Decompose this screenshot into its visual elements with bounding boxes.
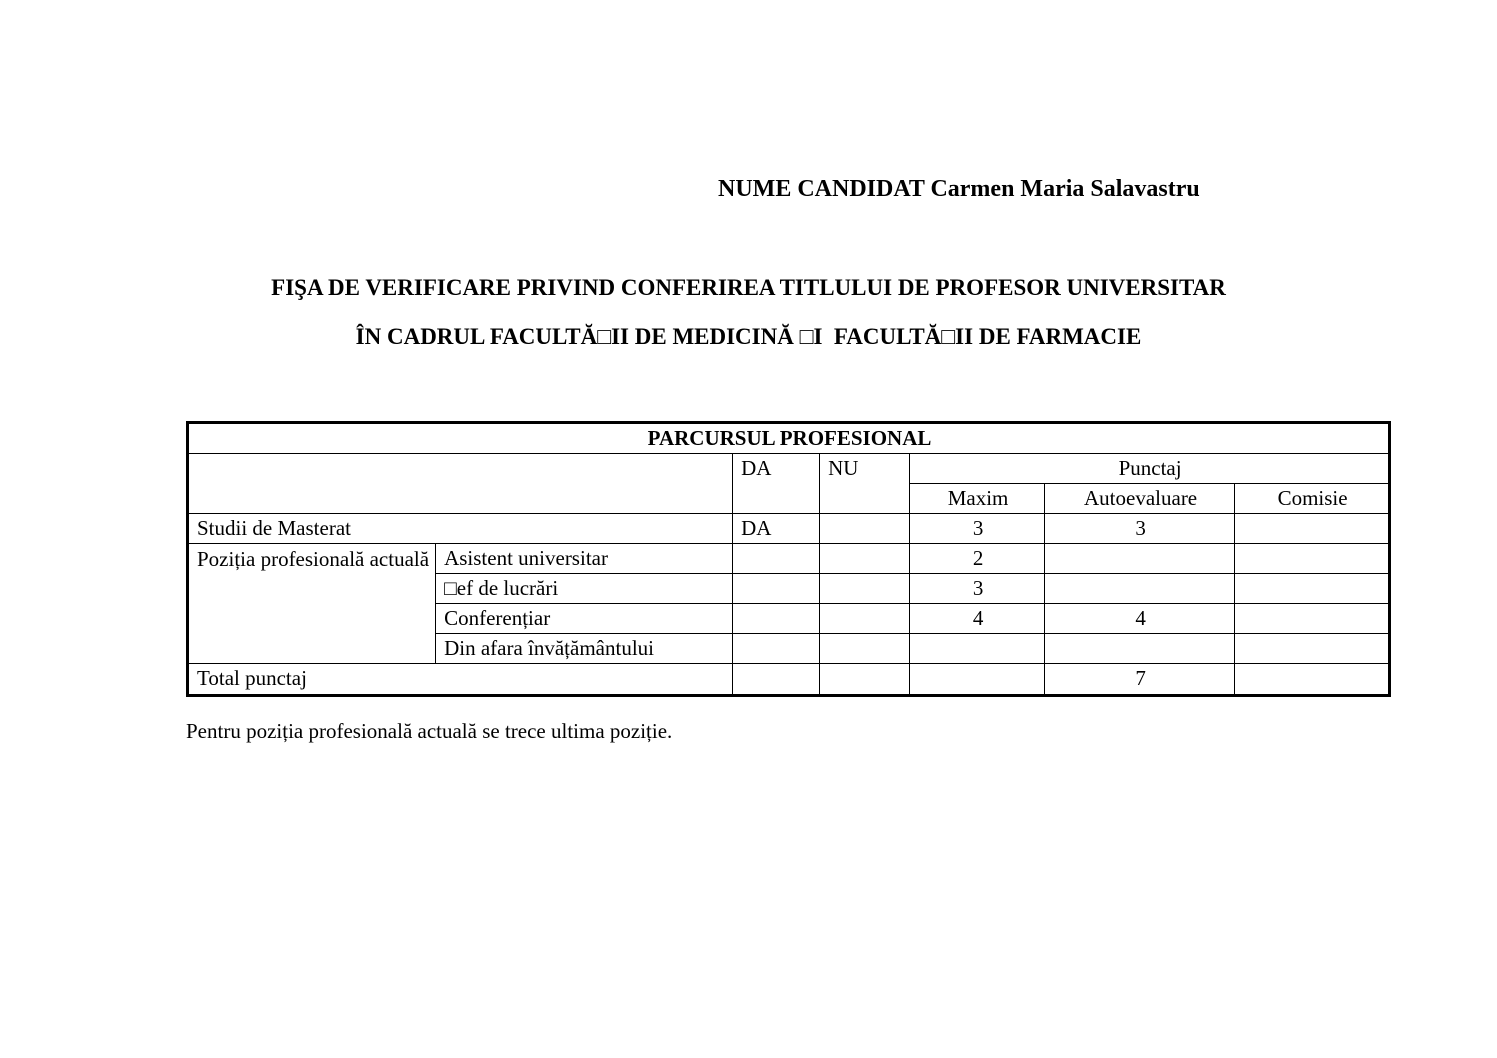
cell-asistent-autoevaluare <box>1045 544 1235 574</box>
candidate-name-line: NUME CANDIDAT Carmen Maria Salavastru <box>718 176 1200 202</box>
cell-din-afara-comisie <box>1235 634 1390 664</box>
col-header-da: DA <box>733 454 820 514</box>
cell-asistent-maxim: 2 <box>910 544 1045 574</box>
cell-masterat-autoevaluare: 3 <box>1045 514 1235 544</box>
cell-total-comisie <box>1235 664 1390 696</box>
cell-din-afara-nu <box>820 634 910 664</box>
cell-pozitie-group-label: Poziția profesională actuală <box>188 544 436 664</box>
cell-sef-maxim: 3 <box>910 574 1045 604</box>
cell-masterat-da: DA <box>733 514 820 544</box>
cell-din-afara-da <box>733 634 820 664</box>
cell-din-afara-autoevaluare <box>1045 634 1235 664</box>
cell-asistent-nu <box>820 544 910 574</box>
cell-sef-nu <box>820 574 910 604</box>
parcursul-profesional-table <box>186 421 1391 697</box>
cell-total-maxim <box>910 664 1045 696</box>
row-studii-de-masterat <box>188 514 1390 544</box>
cell-sef-comisie <box>1235 574 1390 604</box>
col-header-autoevaluare: Autoevaluare <box>1045 484 1235 514</box>
cell-asistent-da <box>733 544 820 574</box>
cell-sef-autoevaluare <box>1045 574 1235 604</box>
cell-conferentiar-autoevaluare: 4 <box>1045 604 1235 634</box>
cell-conferentiar-label: Conferențiar <box>436 604 733 634</box>
cell-din-afara-label: Din afara învățământului <box>436 634 733 664</box>
table-title-row <box>188 423 1390 454</box>
footnote-text: Pentru poziția profesională actuală se trece ultima poziție. <box>186 719 673 743</box>
row-asistent-universitar <box>188 544 1390 574</box>
cell-conferentiar-da <box>733 604 820 634</box>
cell-din-afara-maxim <box>910 634 1045 664</box>
cell-asistent-comisie <box>1235 544 1390 574</box>
col-header-maxim: Maxim <box>910 484 1045 514</box>
col-header-comisie: Comisie <box>1235 484 1390 514</box>
cell-total-autoevaluare: 7 <box>1045 664 1235 696</box>
cell-conferentiar-nu <box>820 604 910 634</box>
header-empty-cell <box>188 454 733 514</box>
cell-masterat-comisie <box>1235 514 1390 544</box>
table-title: PARCURSUL PROFESIONAL <box>188 423 1390 454</box>
cell-masterat-label: Studii de Masterat <box>188 514 733 544</box>
cell-masterat-nu <box>820 514 910 544</box>
cell-sef-label: □ef de lucrări <box>436 574 733 604</box>
table-header-row-1 <box>188 454 1390 484</box>
row-total-punctaj <box>188 664 1390 696</box>
cell-conferentiar-maxim: 4 <box>910 604 1045 634</box>
document-title-line2: ÎN CADRUL FACULTĂ□II DE MEDICINĂ □I FACULTĂ□II DE FARMACIE <box>355 324 1142 349</box>
cell-masterat-maxim: 3 <box>910 514 1045 544</box>
col-header-punctaj: Punctaj <box>910 454 1390 484</box>
cell-total-da <box>733 664 820 696</box>
document-title-line1: FIŞA DE VERIFICARE PRIVIND CONFERIREA TITLULUI DE PROFESOR UNIVERSITAR <box>271 275 1226 300</box>
cell-conferentiar-comisie <box>1235 604 1390 634</box>
col-header-nu: NU <box>820 454 910 514</box>
cell-total-label: Total punctaj <box>188 664 733 696</box>
cell-total-nu <box>820 664 910 696</box>
cell-asistent-label: Asistent universitar <box>436 544 733 574</box>
cell-sef-da <box>733 574 820 604</box>
